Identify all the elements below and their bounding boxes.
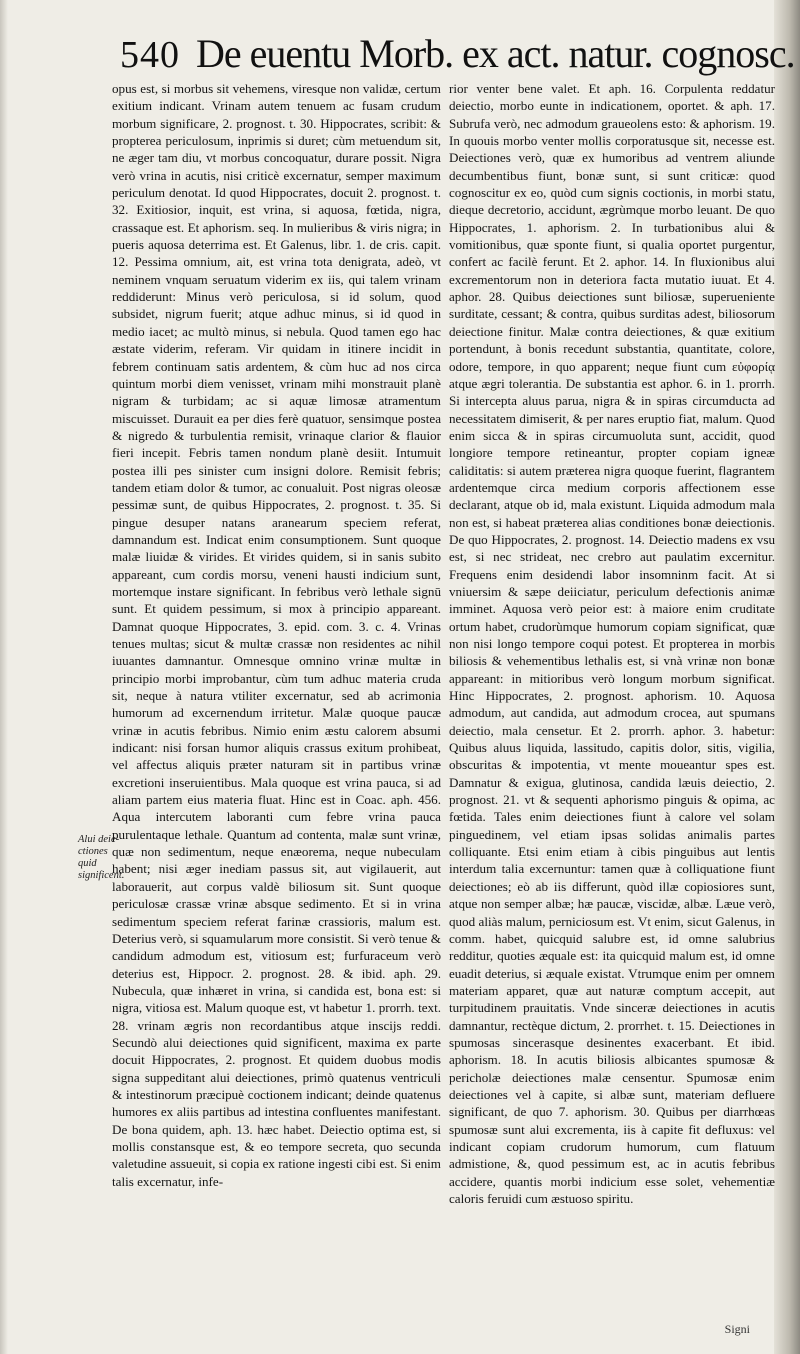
- body-text-right: rior venter bene valet. Et aph. 16. Corpulenta reddatur deiectio, morbo eunte in indicationem, oportet. & aph. 17. Subrufa verò, nec admodum graueolens esto: & aphorism. 19. In quouis morbo venter mollis corporatusque sit, necesse est. Deiectiones verò, quæ ex humoribus ad ventrem aliunde decumbentibus fiunt, bonæ sunt, si sunt criticæ: quod cognoscitur ex eo, quòd cum signis coctionis, in morbi statu, dieque decretorio, accidunt, ægrùmque morbo leuant. De quo Hippocrates, 1. aphorism. 2. In turbationibus alui & vomitionibus, quæ sponte fiunt, si qualia oportet purgentur, confert ac facilè ferunt. Et 2. aphor. 14. In fluxionibus alui excrementorum non in deteriora facta mutatio iuuat. Et 4. aphor. 28. Quibus deiectiones sunt biliosæ, superueniente surditate, cessant; & contra, quibus surditas adest, biliosorum deiectione finitur. Malæ contra deiectiones, & quæ exitium portendunt, à bonis recedunt substantia, quantitate, colore, odore, tempore, in quo apparent; neque fiunt cum εὐφορίᾳ atque ægri tolerantia. De substantia est aphor. 6. in 1. prorrh. Si intercepta aluus parua, nigra & in spiras circumducta ad necessitatem dimiserit, & per nares eruptio fiat, malum. Quod enim sicca & in spiras circumuoluta sunt, accidit, quod longiore tempore retineantur, propter copiam igneæ caliditatis: si autem præterea nigra quoque fuerint, flagrantem ardentemque circa medium corporis affectionem esse declarant, atque ob id, mala existunt. Liquida admodum mala non est, si habeat præterea alias conditiones bonæ deiectionis. De quo Hippocrates, 2. prognost. 14. Deiectio madens ex vsu est, si nec strideat, nec crebro aut paulatim excernitur. Frequens enim desidendi labor insomninm facit. At si vniuersim & sæpe deiiciatur, periculum defectionis animæ imminet. Aquosa verò peior est: à maiore enim cruditate ortum habet, crudorùmque humorum copiam significat, quæ non nisi longo tempore coqui potest. Et propterea in morbis biliosis & vehementibus lethalis est, si vnà vrinæ non bonæ appareant: in mitioribus verò longum morbum significat. Hinc Hippocrates, 2. prognost. aphorism. 10. Aquosa admodum, aut candida, aut admodum crocea, aut spumans deiectio, mala censetur. Et 2. prorrh. aphor. 3. habetur: Quibus aluus liquida, lassitudo, capitis dolor, sitis, vigilia, obscuritas & impotentia, vt mente moueantur spes est. Damnatur & exigua, glutinosa, candida læuis deiectio, 2. prognost. 21. vt & sequenti aphorismo pinguis & opima, ac fœtida. Tales enim deiectiones fiunt à calore vel solam pinguedinem, vel etiam ipsas solidas animalis partes colliquante. Etsi enim etiam à cibis pinguibus aut lentis interdum talia excernuntur: tamen quæ à colliquatione fiunt deiectiones; eò ab iis differunt, quòd illæ copiosiores sunt, atque non semper albæ; hæ paucæ, viscidæ, albæ. Læue verò, quod aliàs malum, perniciosum est. Vt enim, sicut Galenus, in comm. habet, quicquid salubre est, id omne salubrius redditur, quoties æquale est: ita quicquid malum est, id omne euadit deterius, si æquale existat. Vtrumque enim per omnem materiam apparet, quæ aut naturæ comptum accepit, aut turpitudinem prauitatis. Vnde sinceræ deiectiones in acutis damnantur, rectèque dictum, 2. prorrhet. t. 15. Deiectiones in spumosas sincerasque desinentes exacerbant. Et ibid. aphorism. 18. In acutis biliosis albicantes spumosæ & pericholæ deiectiones malæ censentur. Spumosæ enim deiectiones vel à capite, si albæ sunt, materiam defluere significant, de quo 7. aphorism. 30. Quibus per diarrhœas spumosæ sunt alui excrementa, iis à capite fit defluxus: vel indicant copiam crudorum humorum, cum flatuum admistione, &, quod pessimum est, ac in acutis febribus accidere, quantis morbi indicium esse solet, vehementiæ caloris feruidi cum æstuoso spiritu.: [449, 81, 775, 1206]
- page-number: 540: [120, 34, 180, 76]
- catchword: Signi: [724, 1322, 750, 1336]
- text-column-left: [112, 80, 441, 1342]
- text-column-right: [449, 80, 775, 1342]
- body-text-left: opus est, si morbus sit vehemens, viresque non validæ, certum exitium indicant. Vrinam autem tenuem ac fusam crudum morbum significare, 2. prognost. t. 30. Hippocrates, scribit: & propterea periculosum, inprimis si duret; cùm metuendum sit, ne æger tam diu, vt morbus concoquatur, durare possit. Nigra verò vrina in acutis, nisi criticè excernatur, semper maximum periculum denotat. Id quod Hippocrates, docuit 2. prognost. t. 32. Exitiosior, inquit, est vrina, si aquosa, fœtida, nigra, crassaque est. Et aphorism. seq. In mulieribus & viris nigra; in pueris aquosa deterrima est. Et Galenus, libr. 1. de cris. capit. 12. Pessima omnium, ait, est vrina tota denigrata, adeò, vt neminem vnquam seruatum viderim ex iis, qui talem vrinam reddiderunt: Minus verò periculosa, si id solum, quod subsidet, nigrum fuerit; atque adhuc minus, si id quod in medio iacet; ac multò minus, si nebula. Quod tamen ego hac æstate viderim, referam. Vir quidam in itinere incidit in febrem continuam satis ardentem, & cùm huc ad nos circa quintum morbi diem venisset, vrinam mihi monstrauit planè nigram & turbidam; ac si aquæ limosæ atramentum miscuisset. Durauit ea per dies ferè quatuor, sensimque postea & nigredo & turbulentia remisit, vrinaque clarior & flauior fieri incepit. Febris tamen nondum planè desiit. Intumuit postea illi pes sinister cum insigni dolore. Remisit febris; tandem etiam dolor & tumor, ac conualuit. Post nigras oleosæ pessimæ sunt, de quibus Hippocrates, 2. prognost. t. 35. Si pingue desuper natans aranearum speciem referat, damnandum est. Indicat enim consumptionem. Sunt quoque malæ liuidæ & virides. Et virides quidem, si in sanis subito appareant, cum cordis morsu, veneni hausti indicium sunt, mortemque instare significant. In febribus verò lethale signū sunt. Et quidem pessimum, si mox à principio appareant. Damnat quoque Hippocrates, 3. epid. com. 3. c. 4. Vrinas tenues multas; sicut & multæ crassæ non residentes ac nihil iuuantes damnantur. Omnesque omnino vrinæ multæ in principio morbi improbantur, cùm tum adhuc materia cruda sit, neque à natura vtiliter excernatur, sed ab acrimonia humorum ad excernendum irritetur. Malæ quoque paucæ vrinæ in acutis febribus. Nimio enim æstu calorem absumi indicant: nisi forsan humor aliquis crassus exitum prohibeat, vel affectus aliquis præter naturam sit in partibus vrinæ excretioni inseruientibus. Mala quoque est vrina pauca, si ad aliam partem eius materia fluat. Hinc est in Coac. aph. 456. Aqua intercutem laboranti cum febre vrina pauca purulentaque lethale. Quantum ad contenta, malæ sunt vrinæ, quæ non sedimentum, neque enæorema, neque nubeculam habent; nisi æger inediam passus sit, aut vigilauerit, aut laborauerit, aut corpus valdè biliosum sit. Sunt quoque periculosæ crassæ vrinæ absque sedimento. Et si in vrina sedimentum speciem referat farinæ crassioris, malum est. Deterius verò, si squamularum more consistit. Si verò tenue & candidum admodum est, vitiosum est; furfuraceum verò deterius est, Hippocr. 2. prognost. 28. & ibid. aph. 29. Nubecula, quæ inhæret in vrina, si candida est, bona est: si nigra, vitiosa est. Malum quoque est, vt habetur 1. prorrh. text. 28. vrinam ægris non recordantibus atque inscijs reddi. Secundò alui deiectiones quid significent, maxima ex parte docuit Hippocrates, 2. prognost. Et quidem duobus modis signa suppeditant alui deiectiones, primò quatenus ventriculi & intestinorum præcipuè coctionem indicant; deinde quatenus humores ex aliis partibus ad intestina confluentes manifestant. De bona quidem, aph. 13. hæc habet. Deiectio optima est, si mollis constansque est, & eo tempore secreta, quo secunda valetudine assueuit, si copia ex ratione ingesti cibi est. Si enim talis excernatur, infe-: [112, 81, 441, 1189]
- page-edge-shadow: [774, 0, 800, 1354]
- running-title: De euentu Morb. ex act. natur. cognosc.: [196, 31, 795, 76]
- page-gutter-shadow: [0, 0, 8, 1354]
- margin-note: Alui deie-ctiones quid significent.: [78, 834, 125, 881]
